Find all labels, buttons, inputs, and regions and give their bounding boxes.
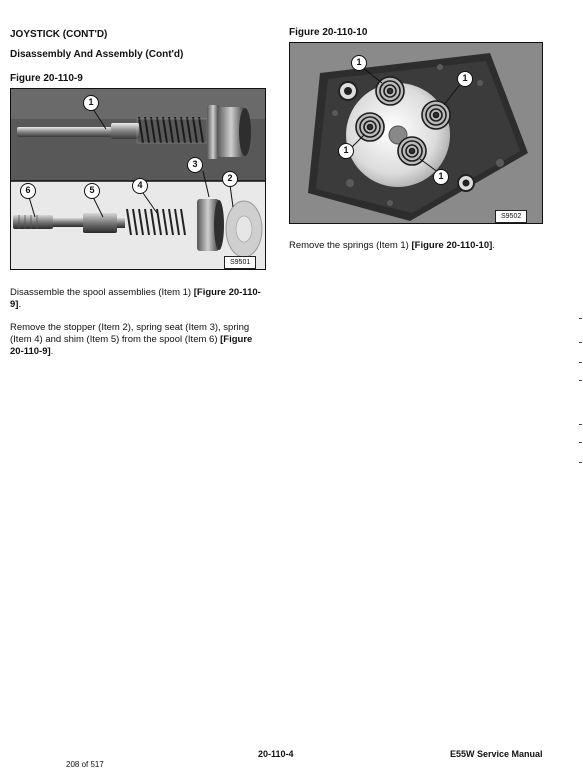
figure-9-image	[10, 88, 266, 270]
callout-spring-left: 1	[338, 143, 354, 159]
paragraph-2-text: Remove the stopper (Item 2), spring seat (Item 3), spring (Item 4) and shim (Item 5) from the spool (Item 6)	[10, 322, 250, 345]
edge-mark	[579, 462, 582, 463]
joystick-housing-springs-illustration	[290, 43, 543, 224]
callout-item-2: 2	[222, 171, 238, 187]
edge-mark	[579, 342, 582, 343]
callout-item-5: 5	[84, 183, 100, 199]
edge-mark	[579, 318, 582, 319]
page-count: 208 of 517	[66, 760, 104, 769]
paragraph-2-end: .	[50, 346, 54, 357]
figure-10-image	[289, 42, 543, 224]
callout-item-4: 4	[132, 178, 148, 194]
edge-mark	[579, 424, 582, 425]
figure-10-label: Figure 20-110-10	[289, 27, 368, 38]
paragraph-1-end: .	[18, 299, 22, 310]
footer-manual-title: E55W Service Manual	[450, 749, 543, 759]
paragraph-1-figure-ref: [Figure 20-110-9]	[10, 287, 261, 310]
paragraph-1-text: Disassemble the spool assemblies (Item 1)	[10, 287, 194, 298]
edge-mark	[579, 380, 582, 381]
edge-mark	[579, 362, 582, 363]
subsection-title: Disassembly And Assembly (Cont'd)	[10, 49, 184, 60]
callout-item-6: 6	[20, 183, 36, 199]
callout-item-3: 3	[187, 157, 203, 173]
paragraph-3-figure-ref: [Figure 20-110-10]	[411, 240, 493, 251]
paragraph-disassemble-spool	[10, 287, 266, 311]
footer-page-reference: 20-110-4	[258, 749, 294, 759]
paragraph-3-end: .	[492, 240, 495, 251]
callout-spring-top-left: 1	[351, 55, 367, 71]
callout-spring-bottom: 1	[433, 169, 449, 185]
figure-10-code: S9502	[495, 210, 527, 223]
paragraph-remove-springs	[289, 240, 545, 252]
callout-item-1: 1	[83, 95, 99, 111]
section-title: JOYSTICK (CONT'D)	[10, 29, 108, 40]
paragraph-3-text: Remove the springs (Item 1)	[289, 240, 412, 251]
edge-mark	[579, 442, 582, 443]
callout-spring-top-right: 1	[457, 71, 473, 87]
paragraph-2-figure-ref: [Figure 20-110-9]	[10, 334, 253, 357]
figure-9-label: Figure 20-110-9	[10, 73, 83, 84]
figure-9-code: S9501	[224, 256, 256, 269]
paragraph-remove-stopper	[10, 322, 268, 358]
